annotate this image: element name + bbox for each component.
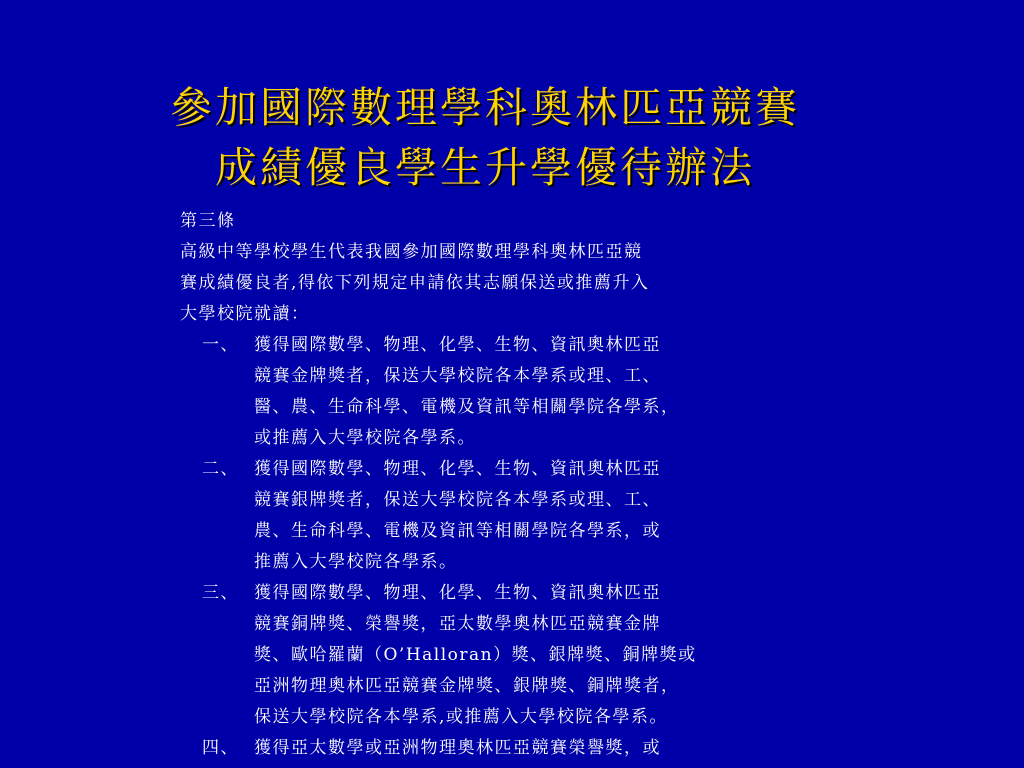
list-item-line: 競賽金牌獎者，保送大學校院各本學系或理、工、 [254,366,661,386]
list-item-3 [180,578,720,733]
list-item-2 [180,454,720,578]
title-line-2: 成績優良學生升學優待辦法 [214,143,755,192]
list-item-line: 亞洲物理奧林匹亞競賽金牌獎、銀牌獎、銅牌獎者， [254,676,680,696]
list-item-number: 三、 [202,583,239,603]
list-item-line: 競賽銅牌獎、榮譽獎，亞太數學奧林匹亞競賽金牌 [254,614,661,634]
list-item-number: 一、 [202,335,239,355]
list-item-number: 二、 [202,459,239,479]
slide-body [180,206,720,764]
list-item-number: 四、 [202,738,239,758]
list-item-line: 保送大學校院各本學系,或推薦入大學校院各學系。 [254,707,668,727]
list-item-1 [180,330,720,454]
list-item-line: 獎、歐哈羅蘭（O’Halloran）獎、銀牌獎、銅牌獎或 [254,645,697,665]
intro-line-3: 大學校院就讀： [180,304,310,324]
list-item-line: 醫、農、生命科學、電機及資訊等相關學院各學系， [254,397,680,417]
list-item-line: 競賽銀牌獎者，保送大學校院各本學系或理、工、 [254,490,661,510]
article-heading: 第三條 [180,211,236,231]
list-item-4 [180,733,720,764]
list-item-line: 獲得國際數學、物理、化學、生物、資訊奧林匹亞 [254,335,661,355]
title-line-1: 參加國際數理學科奧林匹亞競賽 [169,83,800,132]
intro-line-1: 高級中等學校學生代表我國參加國際數理學科奧林匹亞競 [180,242,643,262]
list-item-line: 獲得國際數學、物理、化學、生物、資訊奧林匹亞 [254,459,661,479]
list-item-line: 推薦入大學校院各學系。 [254,552,458,572]
list-item-line: 農、生命科學、電機及資訊等相關學院各學系，或 [254,521,661,541]
slide-title [90,78,880,198]
list-item-line: 或推薦入大學校院各學系。 [254,428,476,448]
intro-line-2: 賽成績優良者,得依下列規定申請依其志願保送或推薦升入 [180,273,650,293]
list-item-line: 獲得亞太數學或亞洲物理奧林匹亞競賽榮譽獎，或 [254,738,661,758]
list-item-line: 獲得國際數學、物理、化學、生物、資訊奧林匹亞 [254,583,661,603]
